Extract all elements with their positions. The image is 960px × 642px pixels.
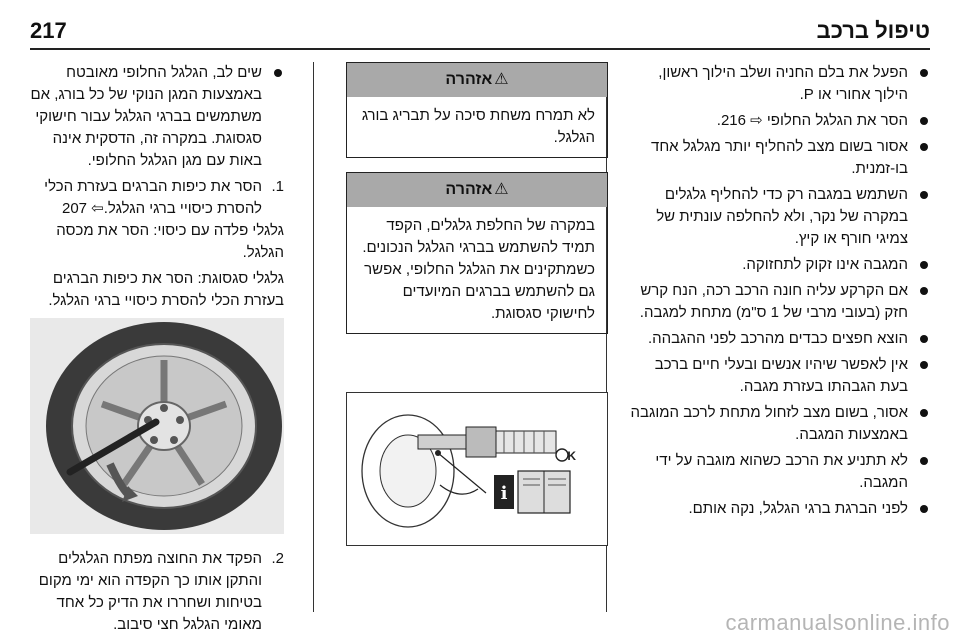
watermark: carmanualsonline.info xyxy=(725,610,950,635)
wheel-image xyxy=(30,318,284,534)
warning-triangle-icon: ⚠ xyxy=(494,181,509,198)
header-rule xyxy=(30,48,930,50)
bullet-list xyxy=(30,62,284,172)
left-column xyxy=(30,62,284,636)
list-item: שים לב, הגלגל החלופי מאובטח באמצעות המגן הנוקי של כל בורג, אם משתמשים בברגי הגלגל עבור חישוקי סגסוגת. במקרה זה, הדסקית אינה באות עם מגן הגלגל החלופי. xyxy=(30,62,284,172)
svg-text:K: K xyxy=(567,449,576,463)
paragraph: גלגלי סגסוגת: הסר את כיפות הברגים בעזרת הכלי להסרת כיסויי ברגי הגלגל. xyxy=(48,270,284,309)
step-item xyxy=(30,548,284,636)
warning-header: ⚠אזהרה xyxy=(347,173,607,207)
warning-box xyxy=(346,62,608,158)
warning-header: ⚠אזהרה xyxy=(347,63,607,97)
list-item: אסור, בשום מצב לזחול מתחת לרכב המוגבה באמצעות המגבה. xyxy=(630,402,930,446)
list-item: אין לאפשר שיהיו אנשים ובעלי חיים ברכב בעת הגבהתו בעזרת מגבה. xyxy=(630,354,930,398)
info-book-icon xyxy=(494,471,570,513)
warning-triangle-icon: ⚠ xyxy=(494,71,509,88)
warning-text: לא תמרח משחת סיכה על תבריג בורג הגלגל. xyxy=(361,107,595,146)
step-item xyxy=(30,176,284,220)
list-item: אם הקרקע עליה חונה הרכב רכה, הנח קרש חזק (בעובי מרבי של 1 ס"מ) מתחת למגבה. xyxy=(630,280,930,324)
list-item: הסר את הגלגל החלופי ⇨ 216. xyxy=(630,110,930,132)
bolt-diagram-illustration xyxy=(348,393,607,542)
list-item: השתמש במגבה רק כדי להחליף גלגלים במקרה של נקר, ולא להחלפה עונתית של צמיגי חורף או קיץ. xyxy=(630,184,930,250)
list-item: אסור בשום מצב להחליף יותר מגלגל אחד בו-זמנית. xyxy=(630,136,930,180)
svg-text:i: i xyxy=(500,483,508,504)
list-item: לפני הברגת ברגי הגלגל, נקה אותם. xyxy=(630,498,930,520)
list-item: הפעל את בלם החניה ושלב הילוך ראשון, הילוך אחורי או P. xyxy=(630,62,930,106)
list-item: לא תתניע את הרכב כשהוא מוגבה על ידי המגבה. xyxy=(630,450,930,494)
step-number: 2. xyxy=(271,550,284,567)
middle-column xyxy=(346,62,608,546)
paragraph: גלגלי פלדה עם כיסוי: הסר את מכסה הגלגל. xyxy=(56,222,284,261)
list-item: המגבה אינו זקוק לתחזוקה. xyxy=(630,254,930,276)
step-text: הסר את כיפות הברגים בעזרת הכלי להסרת כיסויי ברגי הגלגל.⇦ 207 xyxy=(44,178,262,217)
section-title: טיפול ברכב xyxy=(816,18,930,43)
step-list xyxy=(30,176,284,220)
step-text: הפקד את החוצה מפתח הגלגלים והתקן אותו כך הקפדה הוא ימי מקום בטיחות ושחררו את הדיק כל אחד מאומי הגלגל חצי סיבוב. xyxy=(38,550,262,633)
step-number: 1. xyxy=(271,178,284,195)
column-divider xyxy=(313,62,314,612)
list-item: הוצא חפצים כבדים מהרכב לפני ההגבהה. xyxy=(630,328,930,350)
wheel-illustration xyxy=(30,318,284,534)
right-column xyxy=(630,62,930,524)
step-list xyxy=(30,548,284,636)
page-number: 217 xyxy=(30,18,67,43)
page-header xyxy=(30,18,930,48)
warning-text: במקרה של החלפת גלגלים, הקפד תמיד להשתמש בברגי הגלגל הנכונים. כשמתקינים את הגלגל החלופי, אפשר גם להשתמש בברגים המיועדים לחישוקי סגסוגת. xyxy=(362,217,595,322)
warning-box xyxy=(346,172,608,334)
bolt-diagram xyxy=(346,392,608,546)
bullet-list xyxy=(630,62,930,520)
